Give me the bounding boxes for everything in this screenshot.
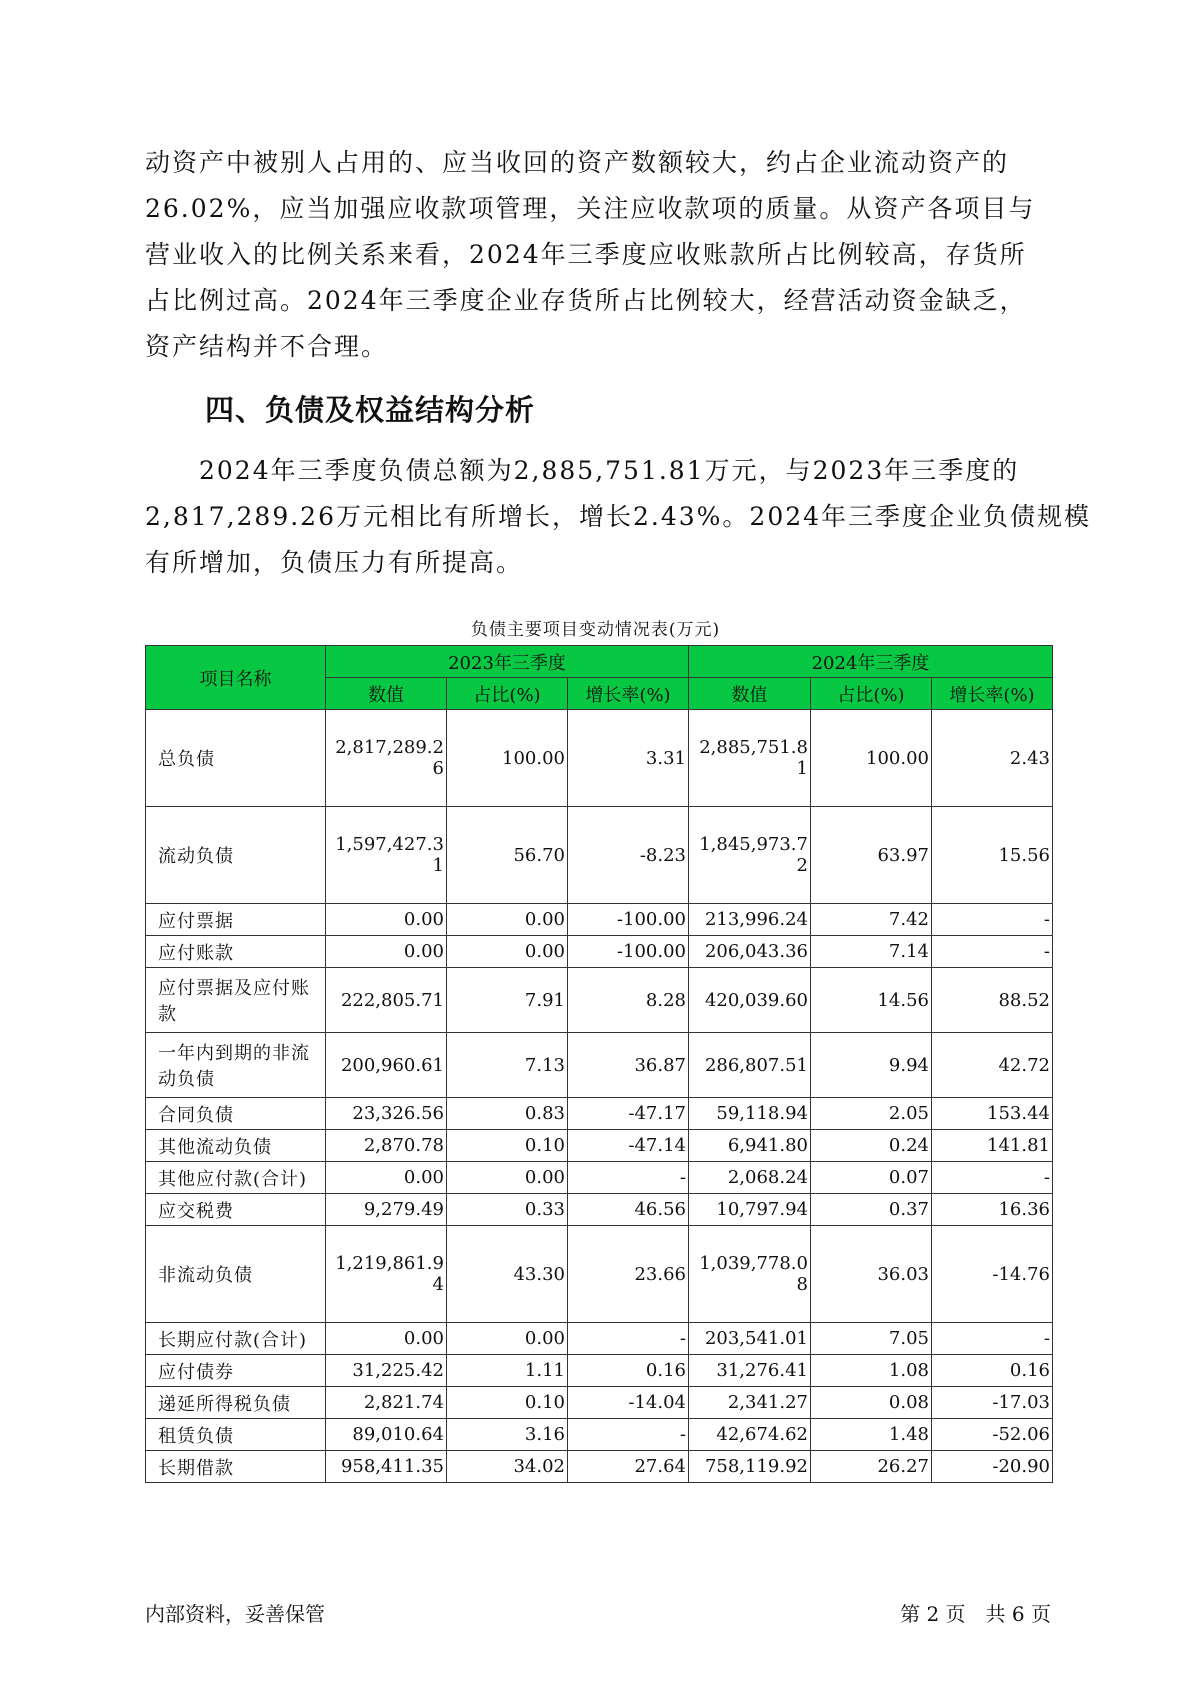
debt-items-table: [145, 645, 1053, 1483]
share-2023-cell: 0.10: [447, 1387, 568, 1419]
paragraph-line: 动资产中被别人占用的、应当收回的资产数额较大，约占企业流动资产的: [145, 148, 1010, 177]
row-item-name: 长期借款: [146, 1451, 326, 1483]
growth-2024-cell: 153.44: [932, 1098, 1053, 1130]
growth-2023-cell: 36.87: [568, 1033, 689, 1098]
value-2024-cell: 6,941.80: [689, 1130, 811, 1162]
share-2023-cell: 0.33: [447, 1194, 568, 1226]
row-item-name: 合同负债: [146, 1098, 326, 1130]
value-2024-cell: 2,068.24: [689, 1162, 811, 1194]
table-row: [146, 1162, 1053, 1194]
row-item-name: 非流动负债: [146, 1226, 326, 1323]
growth-2024-cell: 42.72: [932, 1033, 1053, 1098]
value-2023-cell: 89,010.64: [326, 1419, 447, 1451]
share-2024-cell: 1.48: [811, 1419, 932, 1451]
paragraph-line: 资产结构并不合理。: [145, 332, 389, 361]
row-item-name: 流动负债: [146, 807, 326, 904]
table-row: [146, 1387, 1053, 1419]
growth-2024-cell: -20.90: [932, 1451, 1053, 1483]
share-2024-cell: 0.37: [811, 1194, 932, 1226]
footer-confidential-note: 内部资料，妥善保管: [145, 1602, 325, 1626]
growth-2023-cell: -14.04: [568, 1387, 689, 1419]
share-2023-cell: 34.02: [447, 1451, 568, 1483]
growth-2023-cell: -: [568, 1419, 689, 1451]
share-2023-cell: 56.70: [447, 807, 568, 904]
table-row: [146, 1226, 1053, 1323]
share-2024-cell: 7.42: [811, 904, 932, 936]
row-item-name: 长期应付款(合计): [146, 1323, 326, 1355]
value-2023-cell: 958,411.35: [326, 1451, 447, 1483]
section-heading: 四、负债及权益结构分析: [205, 393, 536, 427]
row-item-name: 应付票据: [146, 904, 326, 936]
value-2023-cell: 1,219,861.94: [326, 1226, 447, 1323]
table-row: [146, 807, 1053, 904]
header-period-2024: 2024年三季度: [689, 646, 1053, 678]
growth-2024-cell: -: [932, 936, 1053, 968]
header-item-name: 项目名称: [146, 646, 326, 710]
header-growth-2023: 增长率(%): [568, 678, 689, 710]
growth-2024-cell: -: [932, 1323, 1053, 1355]
value-2024-cell: 1,039,778.08: [689, 1226, 811, 1323]
debt-paragraph: [145, 448, 1092, 586]
row-item-name: 总负债: [146, 710, 326, 807]
share-2024-cell: 9.94: [811, 1033, 932, 1098]
table-row: [146, 968, 1053, 1033]
share-2024-cell: 63.97: [811, 807, 932, 904]
paragraph-line: 占比例过高。2024年三季度企业存货所占比例较大，经营活动资金缺乏，: [145, 286, 1027, 315]
share-2024-cell: 36.03: [811, 1226, 932, 1323]
table-row: [146, 710, 1053, 807]
share-2024-cell: 100.00: [811, 710, 932, 807]
growth-2024-cell: -52.06: [932, 1419, 1053, 1451]
paragraph-line: 有所增加，负债压力有所提高。: [145, 548, 524, 577]
share-2023-cell: 0.00: [447, 904, 568, 936]
row-item-name: 递延所得税负债: [146, 1387, 326, 1419]
row-item-name: 应付债券: [146, 1355, 326, 1387]
share-2023-cell: 0.00: [447, 936, 568, 968]
value-2023-cell: 0.00: [326, 1323, 447, 1355]
growth-2024-cell: 16.36: [932, 1194, 1053, 1226]
value-2023-cell: 0.00: [326, 1162, 447, 1194]
row-item-name: 其他流动负债: [146, 1130, 326, 1162]
growth-2024-cell: 15.56: [932, 807, 1053, 904]
value-2024-cell: 213,996.24: [689, 904, 811, 936]
growth-2023-cell: 46.56: [568, 1194, 689, 1226]
intro-paragraph: [145, 140, 1050, 370]
share-2023-cell: 0.00: [447, 1162, 568, 1194]
table-row: [146, 1323, 1053, 1355]
footer-page-number: 第 2 页 共 6 页: [900, 1602, 1051, 1626]
growth-2023-cell: -: [568, 1323, 689, 1355]
value-2024-cell: 758,119.92: [689, 1451, 811, 1483]
value-2024-cell: 420,039.60: [689, 968, 811, 1033]
value-2023-cell: 222,805.71: [326, 968, 447, 1033]
share-2023-cell: 100.00: [447, 710, 568, 807]
table-row: [146, 936, 1053, 968]
growth-2023-cell: 3.31: [568, 710, 689, 807]
growth-2023-cell: 8.28: [568, 968, 689, 1033]
paragraph-line: 营业收入的比例关系来看，2024年三季度应收账款所占比例较高，存货所: [145, 240, 1027, 269]
share-2023-cell: 43.30: [447, 1226, 568, 1323]
table-row: [146, 1419, 1053, 1451]
header-share-2024: 占比(%): [811, 678, 932, 710]
row-item-name: 应交税费: [146, 1194, 326, 1226]
value-2024-cell: 286,807.51: [689, 1033, 811, 1098]
table-row: [146, 1451, 1053, 1483]
table-caption: 负债主要项目变动情况表(万元): [470, 620, 721, 640]
growth-2023-cell: 0.16: [568, 1355, 689, 1387]
value-2024-cell: 2,885,751.81: [689, 710, 811, 807]
value-2023-cell: 0.00: [326, 904, 447, 936]
share-2023-cell: 7.91: [447, 968, 568, 1033]
share-2024-cell: 2.05: [811, 1098, 932, 1130]
growth-2024-cell: -: [932, 904, 1053, 936]
growth-2024-cell: 88.52: [932, 968, 1053, 1033]
share-2024-cell: 7.14: [811, 936, 932, 968]
value-2023-cell: 0.00: [326, 936, 447, 968]
growth-2023-cell: -100.00: [568, 904, 689, 936]
row-item-name: 租赁负债: [146, 1419, 326, 1451]
growth-2024-cell: 141.81: [932, 1130, 1053, 1162]
table-row: [146, 1355, 1053, 1387]
row-item-name: 其他应付款(合计): [146, 1162, 326, 1194]
value-2024-cell: 10,797.94: [689, 1194, 811, 1226]
share-2024-cell: 1.08: [811, 1355, 932, 1387]
paragraph-line: 2,817,289.26万元相比有所增长，增长2.43%。2024年三季度企业负债规模: [145, 502, 1092, 531]
growth-2024-cell: -: [932, 1162, 1053, 1194]
share-2023-cell: 0.83: [447, 1098, 568, 1130]
share-2024-cell: 14.56: [811, 968, 932, 1033]
value-2024-cell: 2,341.27: [689, 1387, 811, 1419]
header-growth-2024: 增长率(%): [932, 678, 1053, 710]
growth-2023-cell: 23.66: [568, 1226, 689, 1323]
share-2024-cell: 0.08: [811, 1387, 932, 1419]
growth-2023-cell: -: [568, 1162, 689, 1194]
value-2023-cell: 1,597,427.31: [326, 807, 447, 904]
header-value-2024: 数值: [689, 678, 811, 710]
value-2023-cell: 9,279.49: [326, 1194, 447, 1226]
value-2023-cell: 23,326.56: [326, 1098, 447, 1130]
value-2024-cell: 203,541.01: [689, 1323, 811, 1355]
share-2023-cell: 0.10: [447, 1130, 568, 1162]
value-2023-cell: 2,821.74: [326, 1387, 447, 1419]
value-2023-cell: 2,870.78: [326, 1130, 447, 1162]
growth-2024-cell: 0.16: [932, 1355, 1053, 1387]
value-2023-cell: 200,960.61: [326, 1033, 447, 1098]
growth-2023-cell: -47.17: [568, 1098, 689, 1130]
header-share-2023: 占比(%): [447, 678, 568, 710]
value-2024-cell: 42,674.62: [689, 1419, 811, 1451]
value-2024-cell: 31,276.41: [689, 1355, 811, 1387]
table-row: [146, 1194, 1053, 1226]
growth-2023-cell: -100.00: [568, 936, 689, 968]
growth-2023-cell: -8.23: [568, 807, 689, 904]
growth-2024-cell: -17.03: [932, 1387, 1053, 1419]
table-row: [146, 904, 1053, 936]
paragraph-line: 26.02%，应当加强应收款项管理，关注应收款项的质量。从资产各项目与: [145, 194, 1036, 223]
share-2023-cell: 3.16: [447, 1419, 568, 1451]
growth-2024-cell: 2.43: [932, 710, 1053, 807]
row-item-name: 应付票据及应付账款: [146, 968, 326, 1033]
paragraph-line: 2024年三季度负债总额为2,885,751.81万元，与2023年三季度的: [145, 456, 1020, 485]
header-period-2023: 2023年三季度: [326, 646, 689, 678]
share-2023-cell: 1.11: [447, 1355, 568, 1387]
growth-2023-cell: -47.14: [568, 1130, 689, 1162]
value-2023-cell: 31,225.42: [326, 1355, 447, 1387]
share-2023-cell: 0.00: [447, 1323, 568, 1355]
share-2023-cell: 7.13: [447, 1033, 568, 1098]
table-row: [146, 1130, 1053, 1162]
share-2024-cell: 7.05: [811, 1323, 932, 1355]
row-item-name: 应付账款: [146, 936, 326, 968]
share-2024-cell: 0.24: [811, 1130, 932, 1162]
table-row: [146, 1098, 1053, 1130]
header-value-2023: 数值: [326, 678, 447, 710]
value-2023-cell: 2,817,289.26: [326, 710, 447, 807]
share-2024-cell: 26.27: [811, 1451, 932, 1483]
share-2024-cell: 0.07: [811, 1162, 932, 1194]
value-2024-cell: 59,118.94: [689, 1098, 811, 1130]
value-2024-cell: 1,845,973.72: [689, 807, 811, 904]
growth-2023-cell: 27.64: [568, 1451, 689, 1483]
value-2024-cell: 206,043.36: [689, 936, 811, 968]
table-row: [146, 1033, 1053, 1098]
growth-2024-cell: -14.76: [932, 1226, 1053, 1323]
row-item-name: 一年内到期的非流动负债: [146, 1033, 326, 1098]
